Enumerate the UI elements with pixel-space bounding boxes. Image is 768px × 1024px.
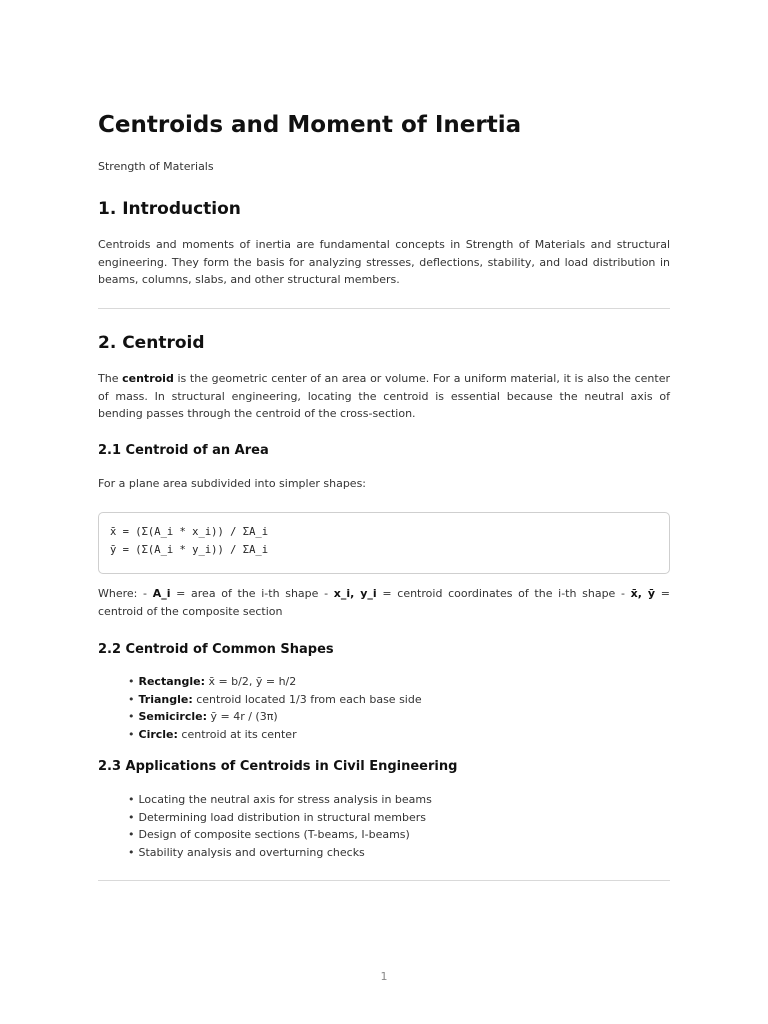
- formula-code-block: [98, 512, 670, 574]
- list-item: • Circle: centroid at its center: [128, 727, 297, 741]
- common-shapes-list: [128, 673, 422, 743]
- section-heading-centroid: 2. Centroid: [98, 333, 205, 353]
- list-item: • Determining load distribution in structural members: [128, 810, 426, 824]
- page-number: 1: [380, 970, 388, 983]
- section-divider: [98, 308, 670, 309]
- list-item: • Rectangle: x̄ = b/2, ȳ = h/2: [128, 675, 297, 688]
- list-item: • Design of composite sections (T-beams, I-beams): [128, 828, 410, 841]
- subsection-heading-centroid-area: 2.1 Centroid of an Area: [98, 443, 269, 458]
- list-item: • Locating the neutral axis for stress analysis in beams: [128, 793, 432, 806]
- centroid-term: centroid: [122, 372, 174, 385]
- formula-where-text: Where: - A_i = area of the i-th shape - x_i, y_i = centroid coordinates of the i-th shape - x̄, ȳ = centroid of the composite section: [98, 587, 670, 618]
- document-title: Centroids and Moment of Inertia: [98, 112, 522, 138]
- formula-y-line: ȳ = (Σ(A_i * y_i)) / ΣA_i: [110, 544, 269, 556]
- list-item: • Semicircle: ȳ = 4r / (3π): [128, 710, 278, 723]
- list-item: • Triangle: centroid located 1/3 from each base side: [128, 692, 422, 706]
- applications-list: [128, 791, 432, 861]
- section-heading-introduction: 1. Introduction: [98, 199, 241, 219]
- section-divider: [98, 880, 670, 881]
- centroid-paragraph: The centroid is the geometric center of an area or volume. For a uniform material, it is also the center of mass. In structural engineering, locating the centroid is essential because the neutral axis of bending passes through the centroid of the cross-section.: [98, 372, 670, 420]
- formula-x-line: x̄ = (Σ(A_i * x_i)) / ΣA_i: [110, 526, 269, 538]
- document-subtitle: Strength of Materials: [98, 160, 214, 173]
- subsection-heading-common-shapes: 2.2 Centroid of Common Shapes: [98, 642, 334, 657]
- subsection-heading-applications: 2.3 Applications of Centroids in Civil Engineering: [98, 759, 458, 774]
- list-item: • Stability analysis and overturning checks: [128, 845, 365, 859]
- area-intro-text: For a plane area subdivided into simpler shapes:: [98, 477, 367, 490]
- introduction-paragraph: Centroids and moments of inertia are fundamental concepts in Strength of Materials and structural engineering. They form the basis for analyzing stresses, deflections, stability, and load distribution in beams, columns, slabs, and other structural members.: [98, 238, 670, 286]
